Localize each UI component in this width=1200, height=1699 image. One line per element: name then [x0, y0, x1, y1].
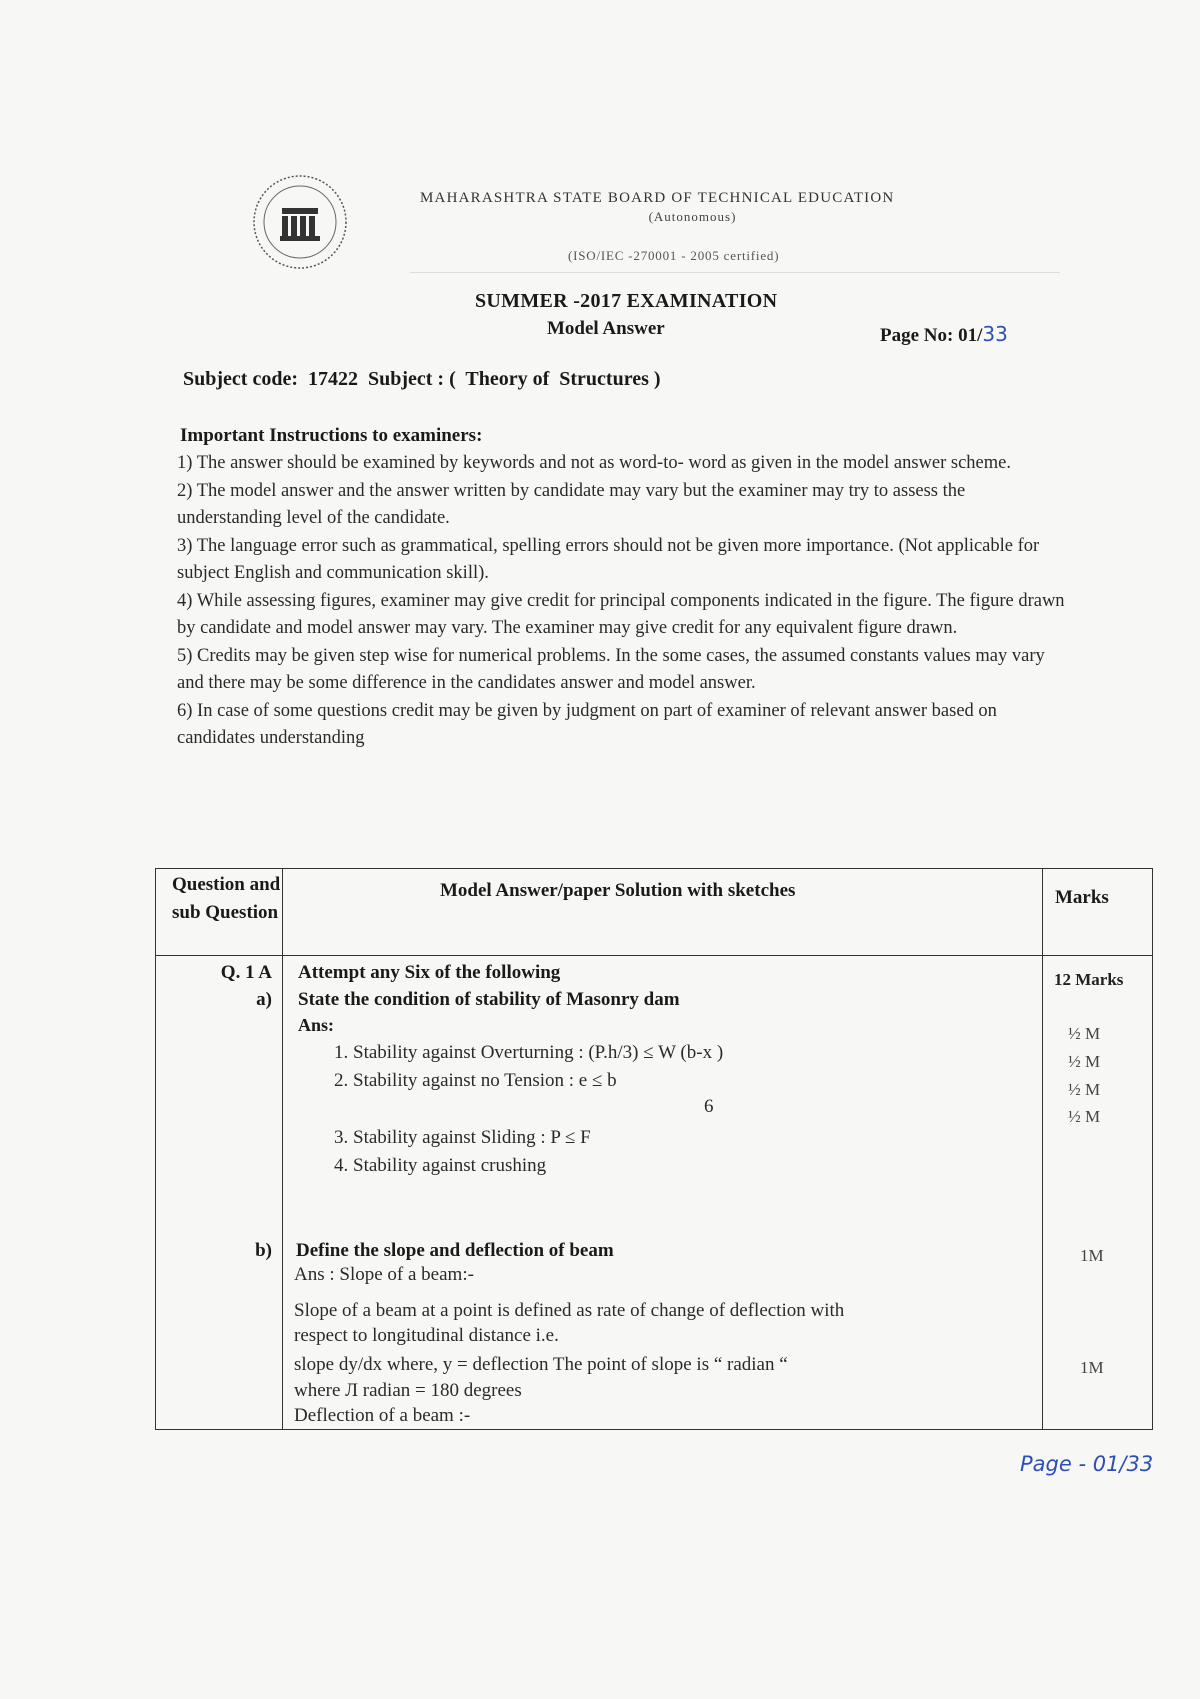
- page-number-label: Page No: 01/: [880, 325, 983, 346]
- question-title: Attempt any Six of the following: [298, 962, 561, 983]
- stability-item: 4. Stability against crushing: [334, 1155, 547, 1176]
- answer-line: Ans : Slope of a beam:-: [294, 1264, 474, 1285]
- instructions-list: [177, 450, 1072, 753]
- page-total-handwritten: 33: [982, 322, 1008, 346]
- fraction-denominator: 6: [704, 1096, 714, 1117]
- header-answer: Model Answer/paper Solution with sketches: [440, 880, 796, 901]
- instructions-heading: Important Instructions to examiners:: [180, 425, 483, 446]
- header-question: Question and sub Question: [172, 874, 281, 923]
- question-marks: 12 Marks: [1054, 970, 1124, 989]
- table-divider: [156, 955, 1152, 956]
- item-mark: ½ M: [1068, 1107, 1101, 1126]
- answer-line: slope dy/dx where, y = deflection The point of slope is “ radian “: [294, 1354, 788, 1375]
- table-divider: [1042, 869, 1043, 1429]
- board-title: MAHARASHTRA STATE BOARD OF TECHNICAL EDUCATION: [420, 190, 895, 206]
- answer-label: Ans:: [298, 1015, 335, 1035]
- subquestion-id: b): [255, 1240, 272, 1261]
- board-seal-logo: [250, 172, 350, 272]
- stability-item: 1. Stability against Overturning : (P.h/3) ≤ W (b-x ): [334, 1042, 724, 1063]
- instruction-item: 2) The model answer and the answer written by candidate may vary but the examiner may try to assess the understanding level of the candidate.: [177, 480, 966, 528]
- model-answer-label: Model Answer: [547, 318, 665, 339]
- subquestion-title: Define the slope and deflection of beam: [296, 1240, 614, 1261]
- instruction-item: 5) Credits may be given step wise for numerical problems. In the some cases, the assumed constants values may vary and there may be some difference in the candidates answer and model answer.: [177, 645, 1045, 693]
- stability-item: 2. Stability against no Tension : e ≤ b: [334, 1070, 617, 1091]
- stability-item: 3. Stability against Sliding : P ≤ F: [334, 1127, 591, 1148]
- subquestion-id: a): [256, 989, 272, 1010]
- answer-line: Slope of a beam at a point is defined as rate of change of deflection with: [294, 1300, 845, 1321]
- iso-certification: (ISO/IEC -270001 - 2005 certified): [568, 248, 780, 263]
- board-autonomous: (Autonomous): [648, 209, 737, 224]
- item-mark: ½ M: [1068, 1052, 1101, 1071]
- question-id: Q. 1 A: [220, 962, 272, 983]
- item-mark: 1M: [1080, 1246, 1104, 1265]
- item-mark: ½ M: [1068, 1024, 1101, 1043]
- header-marks: Marks: [1055, 887, 1109, 908]
- answer-line: Deflection of a beam :-: [294, 1405, 471, 1426]
- item-mark: 1M: [1080, 1358, 1104, 1377]
- page-number: [880, 322, 1008, 347]
- instruction-item: 3) The language error such as grammatical, spelling errors should not be given more importance. (Not applicable for subject English and communication skill).: [177, 535, 1040, 583]
- answer-line: where Л radian = 180 degrees: [294, 1380, 522, 1401]
- table-divider: [282, 869, 283, 1429]
- subject-line: Subject code: 17422 Subject : ( Theory of Structures ): [183, 368, 661, 390]
- exam-title: SUMMER -2017 EXAMINATION: [475, 290, 778, 312]
- handwritten-page-note: Page - 01/33: [1020, 1452, 1154, 1476]
- subquestion-title: State the condition of stability of Masonry dam: [298, 989, 680, 1010]
- instruction-item: 1) The answer should be examined by keywords and not as word-to- word as given in the model answer scheme.: [177, 453, 1011, 473]
- item-mark: ½ M: [1068, 1080, 1101, 1099]
- header-divider: [410, 272, 1060, 273]
- answer-line: respect to longitudinal distance i.e.: [294, 1325, 559, 1346]
- instruction-item: 4) While assessing figures, examiner may give credit for principal components indicated in the figure. The figure drawn by candidate and model answer may vary. The examiner may give credit for any equivalent figure drawn.: [177, 590, 1065, 638]
- instruction-item: 6) In case of some questions credit may be given by judgment on part of examiner of relevant answer based on candidates understanding: [177, 700, 997, 748]
